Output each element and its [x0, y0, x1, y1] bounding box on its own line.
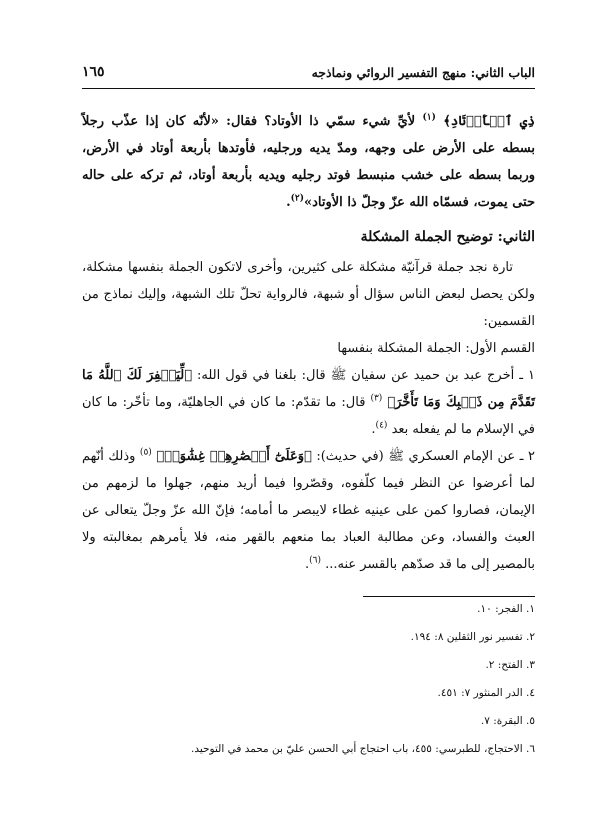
- paragraph-example-2: ٢ ـ عن الإمام العسكري ﷺ (في حديث): ﴿وَعَلَىٰٓ أَبۡصَٰرِهِمۡ غِشَٰوَةٞ﴾ $^{(٥)}$ وذلك أنّهم لما أعرضوا عن النظر فيما كلّفوه، وقصّروا فيما أريد منهم، جهلوا ما لزمهم من الإيمان، فصاروا كمن على عينيه غطاء لايبصر ما أمامه؛ فإنّ الله عزّ وجلّ يتعالى عن العبث والفساد، وعن مطالبة العباد بما منعهم بالقهر منه، فلا يأمرهم بمغالبته ولا بالمصير إلى ما قد صدّهم بالقسر عنه... $^{(٦)}$.: [82, 447, 535, 572]
- paragraph-awtad: ذِي ٱلۡأَوۡتَادِ﴾ $^{(١)}$ لأيِّ شيء سمّي ذا الأوتاد؟ فقال: «لأنّه كان إذا عذّب رجلاً بسطه على الأرض على وجهه، ومدّ يديه ورجليه، فأوتدها بأربعة أوتاد في الأرض، وربما بسطه على خشب منبسط فوتد رجليه ويديه بأربعة أوتاد، ثم تركه على حاله حتى يموت، فسمّاه الله عزّ وجلّ ذا الأوتاد»$^{(٢)}$.: [82, 112, 535, 210]
- subsection-heading: القسم الأول: الجملة المشكلة بنفسها: [337, 341, 535, 356]
- footnote-divider: [363, 596, 535, 597]
- footnote-ref[interactable]: (٤): [375, 420, 388, 431]
- quran-verse: ذِي ٱلۡأَوۡتَادِ﴾: [443, 114, 535, 129]
- page-number: ١٦٥: [82, 64, 105, 80]
- footnote: ٤. الدر المنثور ٧: ٤٥١.: [437, 687, 535, 699]
- paragraph-intro: تارة نجد جملة قرآنيّة مشكلة على كثيرين، وأخرى لاتكون الجملة بنفسها مشكلة، ولكن يحصل لبعض الناس سؤال أو شبهة، فالرواية تحلّ تلك الشبهة، وإليك نماذج من القسمين:: [82, 260, 535, 329]
- footnote-ref[interactable]: (٥): [139, 447, 152, 458]
- quran-verse: ﴿وَعَلَىٰٓ أَبۡصَٰرِهِمۡ غِشَٰوَةٞ﴾: [156, 449, 312, 464]
- page-header: [82, 62, 535, 89]
- footnote-ref[interactable]: (٣): [370, 393, 383, 404]
- paragraph-example-1: ١ ـ أخرج عبد بن حميد عن سفيان ﷺ قال: بلغنا في قول الله: ﴿لِّيَغۡفِرَ لَكَ ٱللَّهُ مَا تَقَدَّمَ مِن ذَنۢبِكَ وَمَا تَأَخَّرَ﴾ $^{(٣)}$ قال: ما تقدّم: ما كان في الجاهليّة، وما تأخّر: ما كان في الإسلام ما لم يفعله بعد $^{(٤)}$.: [82, 368, 535, 437]
- footnote-ref[interactable]: (٢): [290, 193, 304, 204]
- footnote: ٢. تفسير نور الثقلين ٨: ١٩٤.: [410, 631, 535, 643]
- footnote: ١. الفجر: ١٠.: [477, 603, 535, 615]
- footnote: ٣. الفتح: ٢.: [485, 659, 535, 671]
- running-title: الباب الثاني: منهج التفسير الروائي ونماذجه: [311, 65, 535, 80]
- paragraph-text: لأيِّ شيء سمّي ذا الأوتاد؟ فقال: «لأنّه كان إذا عذّب رجلاً بسطه على الأرض على وجهه، ومدّ يديه ورجليه، فأوتدها بأربعة أوتاد في الأرض، وربما بسطه على خشب منبسط فوتد رجليه ويديه بأربعة أوتاد، ثم تركه على حاله حتى يموت، فسمّاه الله عزّ وجلّ ذا الأوتاد»: [82, 114, 535, 210]
- section-heading: الثاني: توضيح الجملة المشكلة: [360, 229, 535, 245]
- footnotes-list: [82, 603, 535, 771]
- quran-verse: ﴿لِّيَغۡفِرَ لَكَ ٱللَّهُ مَا تَقَدَّمَ مِن ذَنۢبِكَ وَمَا تَأَخَّرَ﴾: [82, 368, 535, 410]
- footnote-ref[interactable]: (١): [422, 112, 436, 123]
- footnote-ref[interactable]: (٦): [309, 555, 321, 566]
- footnote: ٥. البقرة: ٧.: [480, 715, 535, 727]
- footnote: ٦. الاحتجاج، للطبرسي: ٤٥٥، باب احتجاج أبي الحسن عليّ بن محمد في التوحيد.: [191, 743, 535, 755]
- main-text: [82, 108, 535, 578]
